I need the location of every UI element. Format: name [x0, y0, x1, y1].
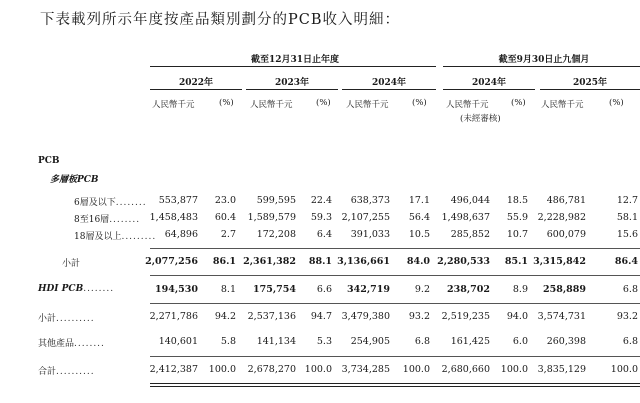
table-row: [0, 364, 640, 380]
cell: 6.4: [316, 229, 332, 240]
unit-amount-2: 人民幣千元: [250, 100, 293, 110]
cell: 8.9: [512, 284, 528, 295]
cell: 100.0: [610, 364, 638, 375]
intro-text: 下表載列所示年度按產品類別劃分的PCB收入明細：: [40, 12, 401, 28]
cell: 100.0: [500, 364, 528, 375]
year-header-2024-9m: 2024年: [471, 78, 507, 88]
cell: 2,537,136: [247, 311, 296, 322]
cell: 238,702: [447, 284, 490, 295]
cell: 2.7: [220, 229, 236, 240]
unit-pct-4: (%): [511, 98, 526, 108]
cell: 86.1: [212, 256, 236, 267]
subtotal-rule-top: [150, 248, 640, 249]
cell: 23.0: [214, 195, 236, 206]
cell: 6.6: [316, 284, 332, 295]
cell: 56.4: [408, 212, 430, 223]
cell: 2,678,270: [247, 364, 296, 375]
cell: 10.7: [506, 229, 528, 240]
unit-unaudited: (未經審核): [460, 114, 501, 124]
cell: 1,498,637: [441, 212, 490, 223]
cell: 59.3: [310, 212, 332, 223]
cell: 486,781: [546, 195, 586, 206]
row-label: 18層及以上.........: [74, 232, 157, 242]
cell: 3,574,731: [537, 311, 586, 322]
table-row: [0, 229, 640, 245]
cell: 254,905: [350, 336, 390, 347]
cell: 3,136,661: [337, 256, 390, 267]
cell: 6.0: [512, 336, 528, 347]
cell: 8.1: [220, 284, 236, 295]
cell: 599,595: [256, 195, 296, 206]
cell: 194,530: [155, 284, 198, 295]
cell: 2,280,533: [437, 256, 490, 267]
cell: 17.1: [408, 195, 430, 206]
cell: 100.0: [402, 364, 430, 375]
cell: 260,398: [546, 336, 586, 347]
cell: 1,458,483: [149, 212, 198, 223]
cell: 2,680,660: [441, 364, 490, 375]
cell: 12.7: [616, 195, 638, 206]
cell: 84.0: [406, 256, 430, 267]
row-label: 8至16層........: [74, 215, 141, 225]
cell: 161,425: [450, 336, 490, 347]
year-header-2023: 2023年: [274, 78, 310, 88]
cell: 3,315,842: [533, 256, 586, 267]
cell: 2,361,382: [243, 256, 296, 267]
table-row: [0, 336, 640, 352]
cell: 93.2: [408, 311, 430, 322]
year-header-2025-9m: 2025年: [572, 78, 608, 88]
table-row: [0, 284, 640, 300]
cell: 94.7: [310, 311, 332, 322]
unit-pct-3: (%): [412, 98, 427, 108]
period-rule-fy: [150, 66, 436, 67]
cell: 553,877: [158, 195, 198, 206]
cell: 93.2: [616, 311, 638, 322]
cell: 496,044: [450, 195, 490, 206]
cell: 2,228,982: [537, 212, 586, 223]
cell: 2,271,786: [149, 311, 198, 322]
unit-amount-5: 人民幣千元: [541, 100, 584, 110]
cell: 10.5: [408, 229, 430, 240]
cell: 22.4: [310, 195, 332, 206]
table-row: [0, 256, 640, 272]
cell: 18.5: [506, 195, 528, 206]
period-header-fy: 截至12月31日止年度: [250, 55, 340, 65]
year-rule-1: [150, 89, 242, 90]
cell: 100.0: [208, 364, 236, 375]
year-rule-2: [246, 89, 338, 90]
cell: 342,719: [347, 284, 390, 295]
period-header-9m: 截至9月30日止九個月: [498, 55, 590, 65]
cell: 5.8: [220, 336, 236, 347]
unit-amount-3: 人民幣千元: [346, 100, 389, 110]
year-header-2024: 2024年: [371, 78, 407, 88]
cell: 3,734,285: [341, 364, 390, 375]
total-rule-double-1: [150, 383, 640, 384]
cell: 94.2: [214, 311, 236, 322]
year-rule-3: [342, 89, 436, 90]
cell: 2,107,255: [341, 212, 390, 223]
cell: 2,519,235: [441, 311, 490, 322]
unit-pct-1: (%): [219, 98, 234, 108]
row-label: 6層及以下........: [74, 198, 147, 208]
cell: 6.8: [414, 336, 430, 347]
cell: 15.6: [616, 229, 638, 240]
row-label: 小計: [62, 259, 81, 269]
row-label: 小計..........: [38, 314, 95, 324]
year-rule-5: [540, 89, 640, 90]
cell: 3,835,129: [537, 364, 586, 375]
cell: 3,479,380: [341, 311, 390, 322]
cell: 86.4: [614, 256, 638, 267]
total-rule-top: [150, 356, 640, 357]
row-label: 其他產品........: [38, 339, 105, 349]
table-row: [0, 311, 640, 327]
cell: 141,134: [256, 336, 296, 347]
section-pcb: PCB: [38, 156, 60, 166]
unit-pct-2: (%): [316, 98, 331, 108]
year-rule-4: [443, 89, 535, 90]
cell: 391,033: [350, 229, 390, 240]
cell: 60.4: [214, 212, 236, 223]
cell: 58.1: [616, 212, 638, 223]
cell: 175,754: [253, 284, 296, 295]
cell: 1,589,579: [247, 212, 296, 223]
cell: 9.2: [414, 284, 430, 295]
row-label: HDI PCB........: [38, 284, 115, 294]
cell: 600,079: [546, 229, 586, 240]
cell: 88.1: [308, 256, 332, 267]
unit-amount-4: 人民幣千元: [446, 100, 489, 110]
period-rule-9m: [443, 66, 640, 67]
cell: 55.9: [506, 212, 528, 223]
cell: 100.0: [304, 364, 332, 375]
row-label: 合計..........: [38, 367, 95, 377]
cell: 5.3: [316, 336, 332, 347]
year-header-2022: 2022年: [178, 78, 214, 88]
cell: 64,896: [164, 229, 198, 240]
cell: 638,373: [350, 195, 390, 206]
cell: 2,077,256: [145, 256, 198, 267]
total-rule-double-2: [150, 386, 640, 387]
cell: 85.1: [504, 256, 528, 267]
unit-amount-1: 人民幣千元: [152, 100, 195, 110]
table-row: [0, 195, 640, 211]
cell: 172,208: [256, 229, 296, 240]
cell: 2,412,387: [149, 364, 198, 375]
cell: 94.0: [506, 311, 528, 322]
cell: 6.8: [622, 336, 638, 347]
unit-pct-5: (%): [609, 98, 624, 108]
section-multilayer: 多層板PCB: [50, 175, 99, 185]
pcb-subtotal-rule-top: [150, 303, 640, 304]
subtotal-rule-bottom: [150, 275, 640, 276]
cell: 6.8: [622, 284, 638, 295]
cell: 140,601: [158, 336, 198, 347]
table-row: [0, 212, 640, 228]
cell: 258,889: [543, 284, 586, 295]
cell: 285,852: [450, 229, 490, 240]
